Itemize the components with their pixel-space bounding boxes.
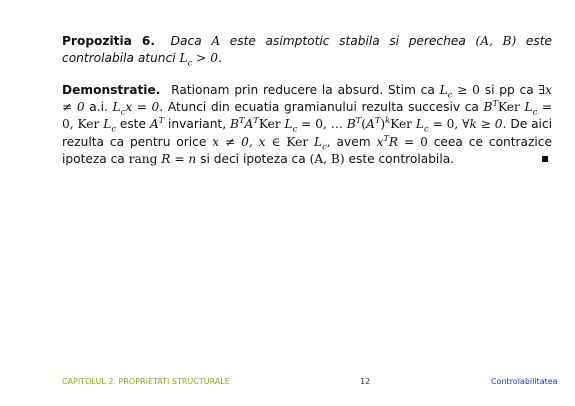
proof-heading: Demonstratie. <box>62 82 161 97</box>
footer-section: Controlabilitatea <box>491 377 558 386</box>
page-number: 12 <box>360 377 371 386</box>
footer <box>0 377 575 389</box>
qed-square-icon <box>542 156 548 162</box>
proof <box>62 82 552 169</box>
proposition <box>62 33 552 68</box>
proposition-text: Daca A este asimptotic stabila si perechea (A, B) este controlabila atunci $L_c > 0$. <box>62 34 553 68</box>
proof-text: Rationam prin reducere la absurd. Stim ca $L_c \ge 0$ si pp ca ∃x ≠ 0 a.i. $L_cx = 0$. Atunci din ecuatia gramianului rezulta succesiv ca $B^TKer$ $L_c = 0$, Ker $L_c$ este $A^T$ invariant, $B^TA^TKer$ $L_c = 0$, … $B^T(A^T)^kKer$ $L_c = 0$, ∀k ≥ 0. De aici rezulta ca pentru orice x ≠ 0, x ∈ Ker $L_c$, avem $x^TR = 0$ ceea ce contrazice ipoteza ca rang R = n si deci ipoteza ca (A, B) este controlabila. <box>62 82 553 166</box>
slide-content <box>62 33 552 168</box>
footer-chapter: CAPITOLUL 2. PROPRIETATI STRUCTURALE <box>62 377 230 386</box>
proposition-heading: Propozitia 6. <box>62 34 156 48</box>
